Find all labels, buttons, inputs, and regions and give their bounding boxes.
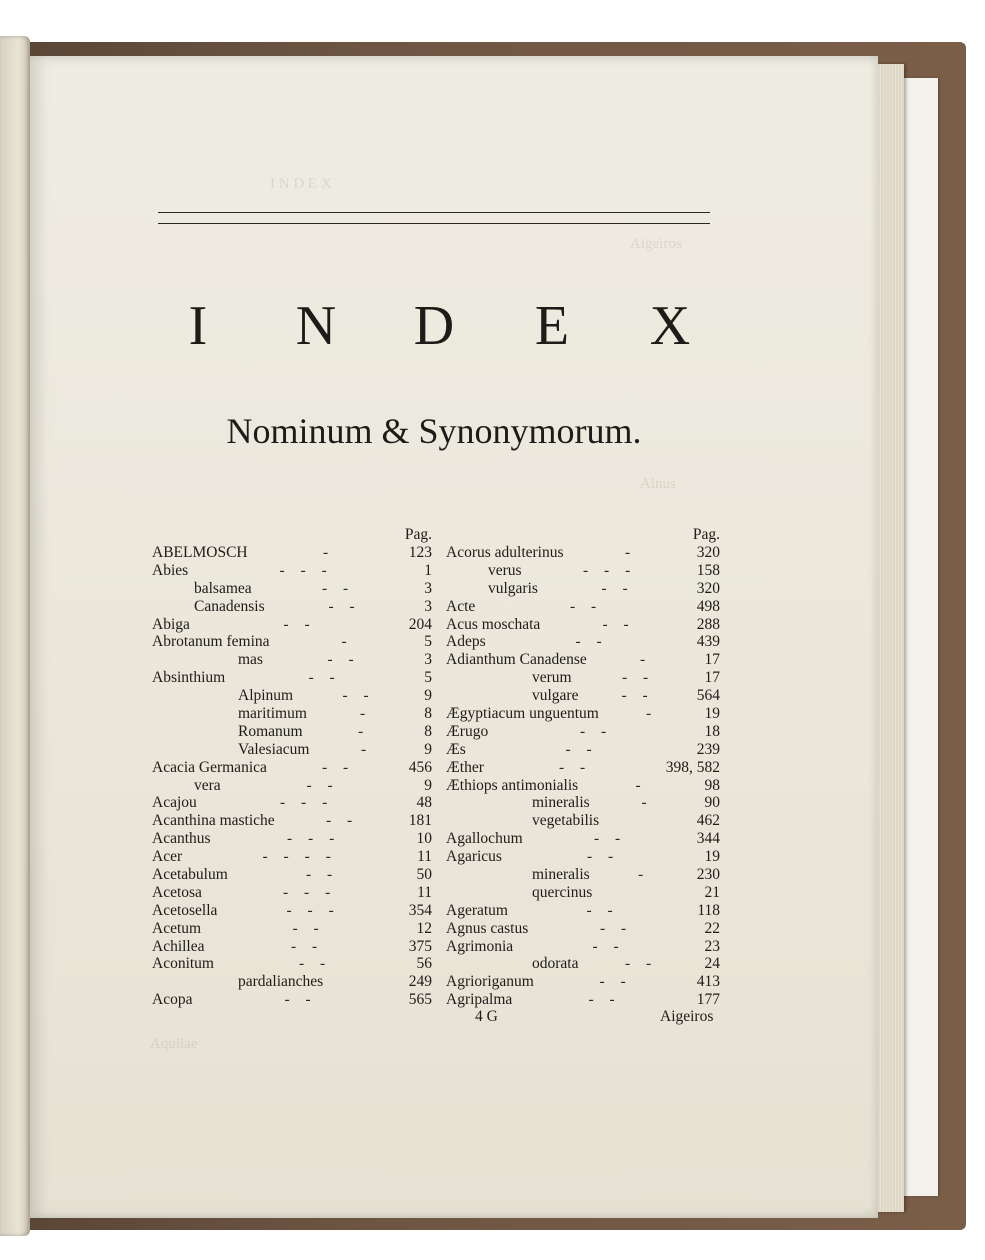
index-entry: [150, 848, 432, 866]
leader-dashes: - -: [622, 669, 655, 687]
pag-label-right: Pag.: [692, 526, 720, 543]
leader-dashes: -: [361, 740, 373, 758]
entry-term: Abiga: [152, 615, 190, 633]
entry-page-number: 344: [696, 830, 720, 848]
title-letter: X: [649, 295, 691, 357]
entry-term: Acanthina mastiche: [152, 812, 275, 830]
leader-dashes: - -: [587, 848, 620, 866]
entry-page-number: 5: [424, 633, 432, 651]
entry-term: mas: [238, 651, 263, 669]
entry-page-number: 3: [424, 597, 432, 615]
catchword: Aigeiros: [660, 1008, 714, 1025]
entry-term: Acacia Germanica: [152, 758, 267, 776]
entry-page-number: 204: [408, 615, 432, 633]
index-entry: [150, 687, 432, 705]
entry-page-number: 413: [696, 973, 720, 991]
entry-term: Acetum: [152, 919, 202, 937]
entry-page-number: 118: [697, 901, 720, 919]
leader-dashes: - -: [565, 740, 598, 758]
entry-page-number: 90: [704, 794, 720, 812]
index-entry: [150, 705, 432, 723]
index-entry: [150, 812, 432, 830]
loose-leaf: [900, 78, 938, 1196]
index-entry: [150, 741, 432, 759]
entry-term: Agnus castus: [446, 919, 529, 937]
index-entry: [150, 651, 432, 669]
index-entry: [444, 723, 720, 741]
index-entry: [444, 651, 720, 669]
entry-page-number: 498: [696, 597, 720, 615]
leader-dashes: - -: [283, 615, 316, 633]
index-entry: [444, 777, 720, 795]
index-title: [158, 294, 710, 358]
entry-term: quercinus: [532, 883, 593, 901]
leader-dashes: -: [360, 705, 372, 723]
index-entry: [444, 920, 720, 938]
leader-dashes: - -: [592, 937, 625, 955]
index-entry: [150, 938, 432, 956]
entry-page-number: 11: [417, 848, 432, 866]
entry-term: Abies: [152, 561, 189, 579]
entry-page-number: 249: [408, 973, 432, 991]
leader-dashes: - -: [588, 991, 621, 1009]
entry-term: maritimum: [238, 705, 307, 723]
index-entry: [150, 884, 432, 902]
leader-dashes: - -: [327, 651, 360, 669]
entry-page-number: 22: [704, 919, 720, 937]
header-rule-top: [158, 212, 710, 213]
title-letter: N: [295, 295, 337, 357]
leader-dashes: - -: [621, 687, 654, 705]
entry-term: mineralis: [532, 794, 590, 812]
entry-page-number: 12: [416, 919, 432, 937]
leader-dashes: - - -: [279, 561, 333, 579]
leader-dashes: - -: [306, 866, 339, 884]
entry-term: Æs: [446, 740, 466, 758]
entry-page-number: 3: [424, 651, 432, 669]
entry-term: vegetabilis: [532, 812, 600, 830]
index-entry: [150, 794, 432, 812]
right-index-column: [444, 526, 720, 1009]
entry-term: Agallochum: [446, 830, 523, 848]
leader-dashes: - -: [559, 758, 592, 776]
entry-term: vulgaris: [488, 579, 538, 597]
index-entry: [150, 902, 432, 920]
entry-page-number: 98: [704, 776, 720, 794]
entry-term: Agrioriganum: [446, 973, 534, 991]
leader-dashes: - -: [575, 633, 608, 651]
entry-page-number: 21: [704, 883, 720, 901]
entry-page-number: 320: [696, 544, 720, 561]
entry-page-number: 3: [424, 579, 432, 597]
entry-page-number: 239: [696, 740, 720, 758]
index-entry: [150, 616, 432, 634]
entry-page-number: 320: [696, 579, 720, 597]
index-subtitle: Nominum & Synonymorum.: [226, 411, 642, 451]
index-entry: [150, 777, 432, 795]
index-entry: [444, 580, 720, 598]
entry-term: verum: [532, 669, 572, 687]
index-entry: [444, 598, 720, 616]
leader-dashes: - -: [580, 722, 613, 740]
index-entry: [150, 759, 432, 777]
entry-term: Acetosa: [152, 883, 202, 901]
entry-term: Romanum: [238, 722, 303, 740]
entry-page-number: 19: [704, 705, 720, 723]
entry-term: Canadensis: [194, 597, 265, 615]
entry-page-number: 11: [417, 883, 432, 901]
index-entry: [444, 669, 720, 687]
leader-dashes: -: [646, 705, 658, 723]
entry-term: Aconitum: [152, 955, 214, 973]
index-entry: [444, 884, 720, 902]
index-entry: [150, 866, 432, 884]
leader-dashes: - - - -: [262, 848, 337, 866]
index-entry: [444, 794, 720, 812]
leader-dashes: - -: [322, 579, 355, 597]
entry-term: Acajou: [152, 794, 197, 812]
entry-page-number: 354: [408, 901, 432, 919]
entry-page-number: 177: [696, 991, 720, 1009]
entry-page-number: 5: [424, 669, 432, 687]
entry-term: Adianthum Canadense: [446, 651, 587, 669]
left-index-column: [150, 526, 432, 1009]
entry-page-number: 10: [416, 830, 432, 848]
leader-dashes: - -: [308, 669, 341, 687]
entry-term: pardalianches: [238, 973, 324, 991]
index-entry: [150, 669, 432, 687]
entry-page-number: 288: [696, 615, 720, 633]
entry-term: ABELMOSCH: [152, 544, 248, 561]
index-entry: [444, 759, 720, 777]
entry-page-number: 123: [408, 544, 432, 561]
index-entry: [444, 562, 720, 580]
leader-dashes: - -: [602, 615, 635, 633]
entry-term: Acer: [152, 848, 183, 866]
entry-page-number: 50: [416, 866, 432, 884]
entry-term: Adeps: [446, 633, 486, 651]
index-entry: [444, 741, 720, 759]
leader-dashes: - - -: [280, 794, 334, 812]
index-entry: [150, 598, 432, 616]
entry-page-number: 9: [424, 740, 432, 758]
leader-dashes: -: [638, 866, 650, 884]
leader-dashes: - -: [299, 955, 332, 973]
entry-term: Æthiops antimonialis: [446, 776, 579, 794]
leader-dashes: - - -: [286, 901, 340, 919]
entry-term: Agripalma: [446, 991, 513, 1009]
index-entry: [444, 866, 720, 884]
entry-term: odorata: [532, 955, 579, 973]
entry-term: Achillea: [152, 937, 205, 955]
entry-page-number: 8: [424, 722, 432, 740]
index-entry: [150, 991, 432, 1009]
entry-term: Æther: [446, 758, 484, 776]
entry-page-number: 9: [424, 776, 432, 794]
entry-page-number: 9: [424, 687, 432, 705]
entry-term: mineralis: [532, 866, 590, 884]
pag-label-left: Pag.: [404, 526, 432, 543]
entry-term: Valesiacum: [238, 740, 310, 758]
entry-page-number: 1: [424, 561, 432, 579]
index-entry: [150, 723, 432, 741]
entry-term: Agrimonia: [446, 937, 514, 955]
right-index-rows: [444, 544, 720, 1009]
leader-dashes: - - -: [283, 883, 337, 901]
entry-term: balsamea: [194, 579, 252, 597]
signature-mark: 4 G: [475, 1008, 498, 1025]
entry-page-number: 439: [696, 633, 720, 651]
index-page: I N D E X Aigeiros Alnus Aquilae I N D E X Nominum & Synonymorum. Pag. ABELMOSCH - 123 Abies - - - 1 balsamea - - 3 Canadensis - - 3 Abiga - - 204 Abrotanum femina - 5 mas - - 3 Absinthium - - 5 Alpinum - - 9 maritimum - 8 Romanum - 8 Valesiacum - 9 Acacia Germanica - - 456 vera - - 9 Acajou - - - 48 Acanthina mastiche - - 181 Acanthus - - - 10 Acer - - - - 11 Acetabulum - - 50 Acetosa - - - 11 Acetosella - - - 354 Acetum - - 12 Achillea - - 375 Aconitum - - 56 pardalianches 249 Acopa - - 565 Pag. Acorus adulterinus - 320 verus - - - 158 vulgaris - - 320 Acte - - 498 Acus moschata - - 288 Adeps - - 439 Adianthum Canadense - 17 verum - - 17 vulgare - - 564 Ægyptiacum unguentum - 19 Ærugo - - 18 Æs - - 239 Æther - - 398, 582 Æthiops antimonialis - 98 mineralis - 90 vegetabilis 462 Agallochum - - 344 Agaricus - - 19 mineralis - 230 quercinus 21 Ageratum - - 118 Agnus castus - - 22 Agrimonia - - 23 odorata - - 24 Agrioriganum - - 413 Agripalma - - 177 4 G Aigeiros: [30, 56, 878, 1218]
entry-page-number: 48: [416, 794, 432, 812]
entry-page-number: 398, 582: [665, 758, 720, 776]
entry-page-number: 565: [408, 991, 432, 1009]
leader-dashes: - - -: [287, 830, 341, 848]
entry-term: Ærugo: [446, 722, 489, 740]
leader-dashes: - -: [570, 597, 603, 615]
entry-page-number: 375: [408, 937, 432, 955]
leader-dashes: -: [635, 776, 647, 794]
entry-term: verus: [488, 561, 522, 579]
index-entry: [150, 580, 432, 598]
leader-dashes: - -: [601, 579, 634, 597]
index-entry: [444, 687, 720, 705]
entry-term: Acetabulum: [152, 866, 228, 884]
leader-dashes: - -: [328, 597, 361, 615]
entry-page-number: 23: [704, 937, 720, 955]
entry-page-number: 230: [696, 866, 720, 884]
header-rule-bottom: [158, 223, 710, 224]
entry-page-number: 17: [704, 669, 720, 687]
entry-term: Acopa: [152, 991, 193, 1009]
entry-term: Agaricus: [446, 848, 502, 866]
leader-dashes: -: [625, 544, 637, 561]
left-index-rows: [150, 544, 432, 1009]
leader-dashes: - -: [599, 973, 632, 991]
leader-dashes: -: [358, 722, 370, 740]
index-entry: [444, 938, 720, 956]
entry-term: Acus moschata: [446, 615, 541, 633]
entry-page-number: 462: [696, 812, 720, 830]
entry-term: Abrotanum femina: [152, 633, 270, 651]
entry-term: Alpinum: [238, 687, 294, 705]
entry-term: Absinthium: [152, 669, 226, 687]
entry-page-number: 456: [408, 758, 432, 776]
entry-term: Acte: [446, 597, 476, 615]
entry-page-number: 24: [704, 955, 720, 973]
entry-term: Ageratum: [446, 901, 508, 919]
entry-term: Acetosella: [152, 901, 218, 919]
leader-dashes: - -: [284, 991, 317, 1009]
entry-page-number: 564: [696, 687, 720, 705]
index-entry: [150, 633, 432, 651]
index-entry: [444, 705, 720, 723]
entry-term: Acanthus: [152, 830, 211, 848]
leader-dashes: - -: [342, 687, 375, 705]
index-entry: [444, 955, 720, 973]
entry-page-number: 17: [704, 651, 720, 669]
entry-term: vulgare: [532, 687, 579, 705]
left-page-edge: [0, 36, 30, 1236]
leader-dashes: - -: [292, 919, 325, 937]
index-entry: [444, 633, 720, 651]
index-entry: [444, 544, 720, 562]
index-entry: [444, 848, 720, 866]
title-letter: E: [534, 295, 570, 357]
leader-dashes: - -: [322, 758, 355, 776]
entry-term: Acorus adulterinus: [446, 544, 564, 561]
index-entry: [444, 902, 720, 920]
index-entry: [444, 991, 720, 1009]
entry-page-number: 18: [704, 722, 720, 740]
entry-term: Ægyptiacum unguentum: [446, 705, 599, 723]
leader-dashes: - -: [600, 919, 633, 937]
leader-dashes: - -: [586, 901, 619, 919]
entry-term: vera: [194, 776, 221, 794]
title-letter: D: [413, 295, 455, 357]
index-entry: [150, 544, 432, 562]
title-letter: I: [188, 295, 208, 357]
leader-dashes: -: [341, 633, 353, 651]
entry-page-number: 19: [704, 848, 720, 866]
leader-dashes: - -: [291, 937, 324, 955]
leader-dashes: -: [640, 651, 652, 669]
index-entry: [444, 616, 720, 634]
leader-dashes: - -: [306, 776, 339, 794]
leader-dashes: -: [641, 794, 653, 812]
leader-dashes: - - -: [583, 561, 637, 579]
entry-page-number: 181: [408, 812, 432, 830]
index-entry: [444, 812, 720, 830]
index-entry: [444, 973, 720, 991]
index-entry: [150, 920, 432, 938]
index-entry: [150, 830, 432, 848]
leader-dashes: - -: [625, 955, 658, 973]
index-entry: [150, 562, 432, 580]
leader-dashes: - -: [326, 812, 359, 830]
entry-page-number: 56: [416, 955, 432, 973]
entry-page-number: 158: [696, 561, 720, 579]
index-entry: [150, 955, 432, 973]
index-entry: [444, 830, 720, 848]
leader-dashes: -: [323, 544, 335, 561]
leader-dashes: - -: [594, 830, 627, 848]
entry-page-number: 8: [424, 705, 432, 723]
index-entry: [150, 973, 432, 991]
